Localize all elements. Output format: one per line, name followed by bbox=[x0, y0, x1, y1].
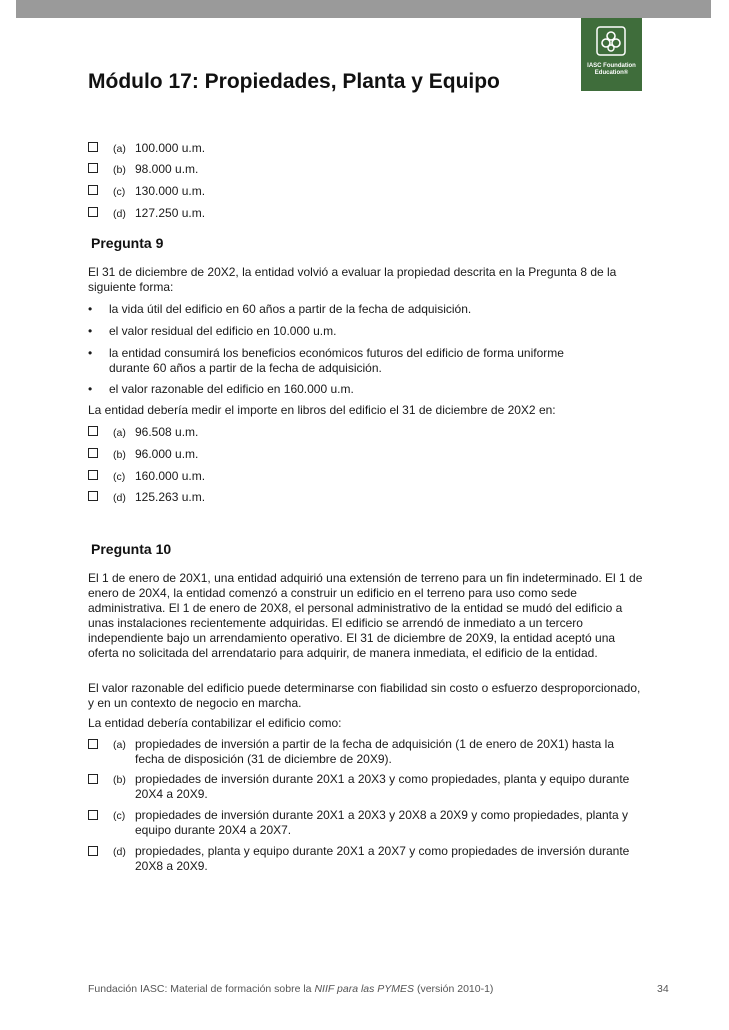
question-10-paragraph-1: El 1 de enero de 20X1, una entidad adquirió una extensión de terreno para un fin indeterminado. El 1 de enero de 20X4, la entidad comenzó a construir un edificio en el terreno para uso como sede administrativa. El 1 de enero de 20X8, el personal administrativo de la entidad se mudó del edificio a unas instalaciones recientemente adquiridas. El edificio se arrendó de inmediato a un tercero independiente bajo un arrendamiento operativo. El 31 de diciembre de 20X9, la entidad aceptó una oferta no solicitada del arrendatario para adquirir, de manera inmediata, el edificio de la entidad. bbox=[88, 571, 643, 660]
option-text: 130.000 u.m. bbox=[135, 184, 206, 198]
option-letter: (a) bbox=[113, 427, 126, 439]
option-text: propiedades, planta y equipo durante 20X1 a 20X7 y como propiedades de inversión durante 20X8 a 20X9. bbox=[135, 844, 630, 873]
option-text: propiedades de inversión durante 20X1 a 20X3 y como propiedades, planta y equipo durante 20X4 a 20X9. bbox=[135, 772, 630, 801]
option-text: 160.000 u.m. bbox=[135, 469, 206, 483]
option-text: 100.000 u.m. bbox=[135, 141, 206, 155]
checkbox[interactable] bbox=[88, 846, 98, 856]
page-title: Módulo 17: Propiedades, Planta y Equipo bbox=[88, 70, 500, 93]
bullet-text: el valor residual del edificio en 10.000 u.m. bbox=[109, 324, 337, 338]
checkbox[interactable] bbox=[88, 491, 98, 501]
question-10-paragraph-2: El valor razonable del edificio puede determinarse con fiabilidad sin costo o esfuerzo desproporcionado, y en un contexto de negocio en marcha. bbox=[88, 681, 641, 710]
question-9-prompt: La entidad debería medir el importe en libros del edificio el 31 de diciembre de 20X2 en: bbox=[88, 403, 556, 417]
bullet-icon: • bbox=[88, 382, 93, 396]
bullet-text: el valor razonable del edificio en 160.000 u.m. bbox=[109, 382, 354, 396]
option-letter: (d) bbox=[113, 492, 126, 504]
checkbox[interactable] bbox=[88, 774, 98, 784]
checkbox[interactable] bbox=[88, 163, 98, 173]
checkbox[interactable] bbox=[88, 448, 98, 458]
bullet-text: la entidad consumirá los beneficios económicos futuros del edificio de forma uniforme durante 60 años a partir de la fecha de adquisición. bbox=[109, 346, 564, 375]
question-10-heading: Pregunta 10 bbox=[91, 541, 172, 557]
checkbox[interactable] bbox=[88, 470, 98, 480]
logo-line1: IASC Foundation bbox=[587, 63, 636, 69]
option-letter: (d) bbox=[113, 846, 126, 858]
checkbox[interactable] bbox=[88, 142, 98, 152]
bullet-text: la vida útil del edificio en 60 años a partir de la fecha de adquisición. bbox=[109, 302, 472, 316]
question-9-intro: El 31 de diciembre de 20X2, la entidad volvió a evaluar la propiedad descrita en la Pregunta 8 de la siguiente forma: bbox=[88, 265, 617, 294]
option-letter: (c) bbox=[113, 810, 126, 822]
footer-prefix: Fundación IASC: Material de formación sobre la bbox=[88, 983, 315, 995]
option-text: 127.250 u.m. bbox=[135, 206, 206, 220]
page-number: 34 bbox=[657, 983, 669, 995]
checkbox[interactable] bbox=[88, 810, 98, 820]
checkbox[interactable] bbox=[88, 207, 98, 217]
foundation-logo-icon bbox=[596, 26, 626, 56]
question-10-prompt: La entidad debería contabilizar el edificio como: bbox=[88, 716, 342, 730]
option-letter: (b) bbox=[113, 774, 126, 786]
option-letter: (d) bbox=[113, 208, 126, 220]
logo-line2: Education® bbox=[594, 70, 629, 76]
top-bar bbox=[16, 0, 711, 18]
footer-italic: NIIF para las PYMES bbox=[314, 983, 415, 995]
option-text: 98.000 u.m. bbox=[135, 162, 199, 176]
option-text: propiedades de inversión durante 20X1 a 20X3 y 20X8 a 20X9 y como propiedades, planta y equipo durante 20X4 a 20X7. bbox=[135, 808, 629, 837]
footer-suffix: (versión 2010-1) bbox=[414, 983, 494, 995]
option-letter: (c) bbox=[113, 186, 126, 198]
bullet-icon: • bbox=[88, 346, 93, 360]
bullet-icon: • bbox=[88, 302, 93, 316]
option-letter: (c) bbox=[113, 471, 126, 483]
checkbox[interactable] bbox=[88, 739, 98, 749]
iasc-logo bbox=[581, 18, 642, 91]
option-letter: (a) bbox=[113, 739, 126, 751]
page-footer bbox=[88, 983, 493, 995]
option-letter: (b) bbox=[113, 164, 126, 176]
option-text: 96.508 u.m. bbox=[135, 425, 199, 439]
logo-text bbox=[581, 63, 642, 77]
question-9-heading: Pregunta 9 bbox=[91, 235, 164, 251]
option-text: 96.000 u.m. bbox=[135, 447, 199, 461]
option-text: propiedades de inversión a partir de la fecha de adquisición (1 de enero de 20X1) hasta la fecha de disposición (31 de diciembre de 20X9). bbox=[135, 737, 614, 766]
option-letter: (b) bbox=[113, 449, 126, 461]
option-letter: (a) bbox=[113, 143, 126, 155]
checkbox[interactable] bbox=[88, 185, 98, 195]
checkbox[interactable] bbox=[88, 426, 98, 436]
bullet-icon: • bbox=[88, 324, 93, 338]
option-text: 125.263 u.m. bbox=[135, 490, 206, 504]
